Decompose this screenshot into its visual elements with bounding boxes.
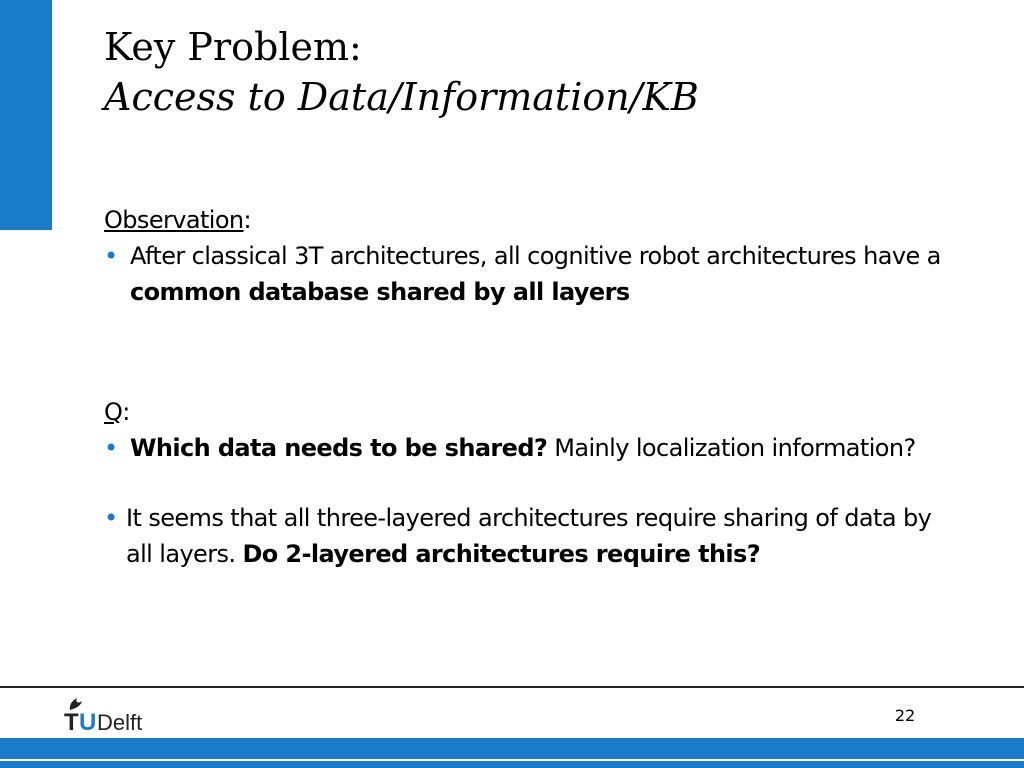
question-heading-row xyxy=(104,394,954,430)
footer-divider xyxy=(0,686,1024,688)
question-bullet-1 xyxy=(104,430,954,466)
observation-heading: Observation xyxy=(104,206,244,234)
question-bullet-2 xyxy=(104,500,954,572)
tu-delft-logo xyxy=(64,692,174,736)
bullet-dot: • xyxy=(104,504,118,532)
question-bullet-2-text: It seems that all three-layered architectures require sharing of data by all layers. xyxy=(126,504,932,568)
logo-delft: Delft xyxy=(97,710,143,735)
question-bullet-1-text: Mainly localization information? xyxy=(547,434,916,462)
observation-heading-colon: : xyxy=(243,206,252,234)
bullet-dot: • xyxy=(104,434,118,462)
question-heading-colon: : xyxy=(122,398,130,426)
bottom-band-stripe xyxy=(0,759,1024,761)
question-heading: Q xyxy=(104,398,123,426)
title-line-2: Access to Data/Information/KB xyxy=(104,75,699,119)
slide-body xyxy=(104,202,954,572)
question-section xyxy=(104,394,954,466)
logo-t: T xyxy=(64,709,79,736)
question-bullet-2-bold: Do 2-layered architectures require this? xyxy=(242,540,761,568)
observation-bullet xyxy=(104,238,954,310)
page-number: 22 xyxy=(894,706,916,725)
bullet-dot: • xyxy=(104,242,118,270)
slide-title xyxy=(104,22,699,122)
side-accent-bar xyxy=(0,0,52,230)
bottom-accent-band xyxy=(0,738,1024,768)
title-line-1: Key Problem: xyxy=(104,25,362,69)
logo-u: U xyxy=(79,709,97,736)
architecture-section xyxy=(104,500,954,572)
observation-heading-row xyxy=(104,202,954,238)
observation-section xyxy=(104,202,954,310)
question-bullet-1-bold: Which data needs to be shared? xyxy=(130,434,548,462)
observation-bullet-text: After classical 3T architectures, all cognitive robot architectures have a xyxy=(130,242,941,270)
observation-bullet-bold: common database shared by all layers xyxy=(130,278,630,306)
